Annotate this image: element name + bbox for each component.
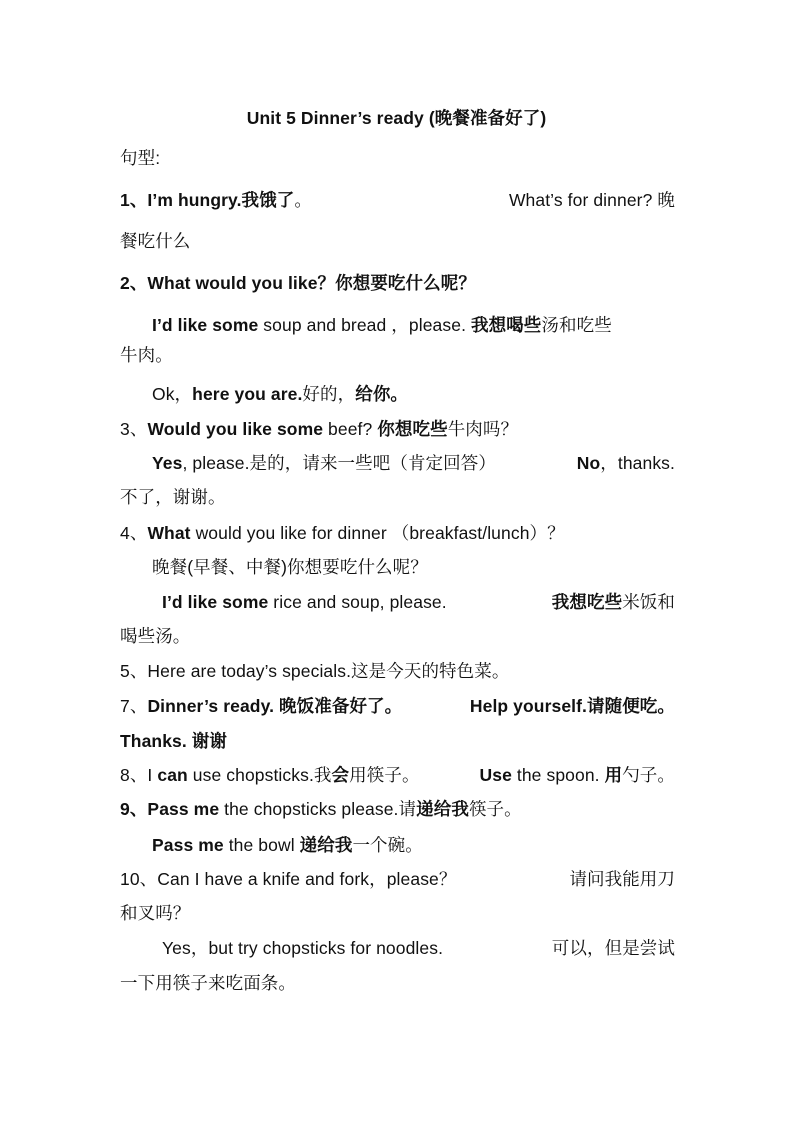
bold-text: Would you like some bbox=[147, 419, 324, 439]
bold-text: 2、What would you like？你想要吃什么呢？ bbox=[120, 273, 476, 293]
text: the spoon. bbox=[511, 765, 605, 785]
text: 用筷子。 bbox=[349, 765, 420, 785]
text: beef? bbox=[323, 419, 378, 439]
text-line bbox=[120, 694, 675, 718]
text: Ok， bbox=[152, 384, 193, 404]
text-line bbox=[162, 936, 675, 960]
text: 勺子。 bbox=[622, 765, 675, 785]
bold-text: Yes bbox=[152, 453, 183, 473]
text-line bbox=[152, 382, 675, 406]
text: 5、Here are today’s specials.这是今天的特色菜。 bbox=[120, 661, 510, 681]
bold-text: 用 bbox=[604, 765, 623, 785]
bold-text: 给你。 bbox=[355, 384, 409, 404]
text: the bowl bbox=[223, 835, 300, 855]
bold-text: 会 bbox=[331, 765, 350, 785]
text-line bbox=[120, 624, 675, 648]
bold-text: 我想喝些 bbox=[471, 315, 542, 335]
bold-text: 递给我 bbox=[416, 799, 469, 819]
text-line bbox=[120, 763, 675, 787]
bold-text: 9、Pass me bbox=[120, 799, 220, 819]
text: What’s for dinner? 晚 bbox=[508, 190, 675, 210]
text: 8、I bbox=[120, 765, 158, 785]
translation-right bbox=[470, 694, 675, 718]
text: 可以，但是尝试 bbox=[551, 938, 675, 958]
text-line bbox=[120, 867, 675, 891]
text: use chopsticks.我 bbox=[187, 765, 332, 785]
text: ，thanks. bbox=[600, 453, 675, 473]
bold-text: 1、I’m hungry.我饿了 bbox=[120, 190, 295, 210]
text: 晚餐(早餐、中餐)你想要吃什么呢？ bbox=[152, 557, 428, 577]
text: 一个碗。 bbox=[352, 835, 423, 855]
text-line bbox=[120, 343, 675, 367]
text: 。 bbox=[294, 190, 312, 210]
text: soup and bread ，please. bbox=[258, 315, 471, 335]
translation-right bbox=[569, 867, 675, 891]
text-line bbox=[120, 729, 675, 753]
text: rice and soup, please. bbox=[268, 592, 447, 612]
text-line bbox=[120, 659, 675, 683]
text: 牛肉吗？ bbox=[447, 419, 519, 439]
text: 米饭和 bbox=[622, 592, 675, 612]
text: 筷子。 bbox=[468, 799, 522, 819]
text: 一下用筷子来吃面条。 bbox=[120, 973, 296, 993]
bold-text: can bbox=[157, 765, 188, 785]
text: 汤和吃些 bbox=[541, 315, 612, 335]
text: 3、 bbox=[120, 419, 148, 439]
translation-right bbox=[552, 936, 675, 960]
text: 牛肉。 bbox=[120, 345, 173, 365]
translation-right bbox=[509, 188, 675, 212]
bold-text: I’d like some bbox=[152, 315, 259, 335]
bold-text: 你想吃些 bbox=[377, 419, 448, 439]
bold-text: What bbox=[147, 523, 191, 543]
bold-text: Use bbox=[479, 765, 512, 785]
text-line bbox=[120, 485, 675, 509]
text: 好的， bbox=[302, 384, 356, 404]
document-title: Unit 5 Dinner’s ready (晚餐准备好了) bbox=[246, 108, 547, 128]
text: , please.是的，请来一些吧（肯定回答） bbox=[182, 453, 496, 473]
text: 请问我能用刀 bbox=[569, 869, 675, 889]
translation-right bbox=[577, 451, 675, 475]
text: 和叉吗？ bbox=[120, 903, 191, 923]
text-line bbox=[152, 451, 675, 475]
translation-right bbox=[552, 590, 675, 614]
text-line bbox=[120, 417, 675, 441]
text: would you like for dinner （breakfast/lunch）？ bbox=[190, 523, 565, 543]
bold-text: 我想吃些 bbox=[551, 592, 623, 612]
text-line bbox=[120, 229, 675, 253]
text-line bbox=[120, 797, 675, 821]
text-line bbox=[120, 901, 675, 925]
text: 餐吃什么 bbox=[120, 231, 191, 251]
text: 10、Can I have a knife and fork，please？ bbox=[120, 869, 457, 889]
text-line bbox=[120, 188, 675, 212]
text: 不了，谢谢。 bbox=[120, 487, 226, 507]
translation-right bbox=[480, 763, 675, 787]
text: 喝些汤。 bbox=[120, 626, 191, 646]
bold-text: here you are. bbox=[192, 384, 303, 404]
bold-text: 递给我 bbox=[299, 835, 353, 855]
section-heading: 句型: bbox=[120, 148, 161, 168]
bold-text: Thanks. 谢谢 bbox=[120, 731, 227, 751]
text-line bbox=[152, 313, 675, 337]
text-line bbox=[162, 590, 675, 614]
text-line bbox=[152, 833, 675, 857]
bold-text: I’d like some bbox=[162, 592, 269, 612]
bold-text: Dinner’s ready. 晚饭准备好了。 bbox=[147, 696, 403, 716]
text: 7、 bbox=[120, 696, 148, 716]
text-line bbox=[120, 971, 675, 995]
text-line bbox=[120, 521, 675, 545]
text: the chopsticks please.请 bbox=[219, 799, 417, 819]
bold-text: Help yourself.请随便吃。 bbox=[469, 696, 675, 716]
bold-text: No bbox=[576, 453, 601, 473]
text-line bbox=[120, 271, 675, 295]
text: Yes，but try chopsticks for noodles. bbox=[162, 938, 444, 958]
bold-text: Pass me bbox=[152, 835, 224, 855]
text-line bbox=[152, 555, 675, 579]
text: 4、 bbox=[120, 523, 148, 543]
